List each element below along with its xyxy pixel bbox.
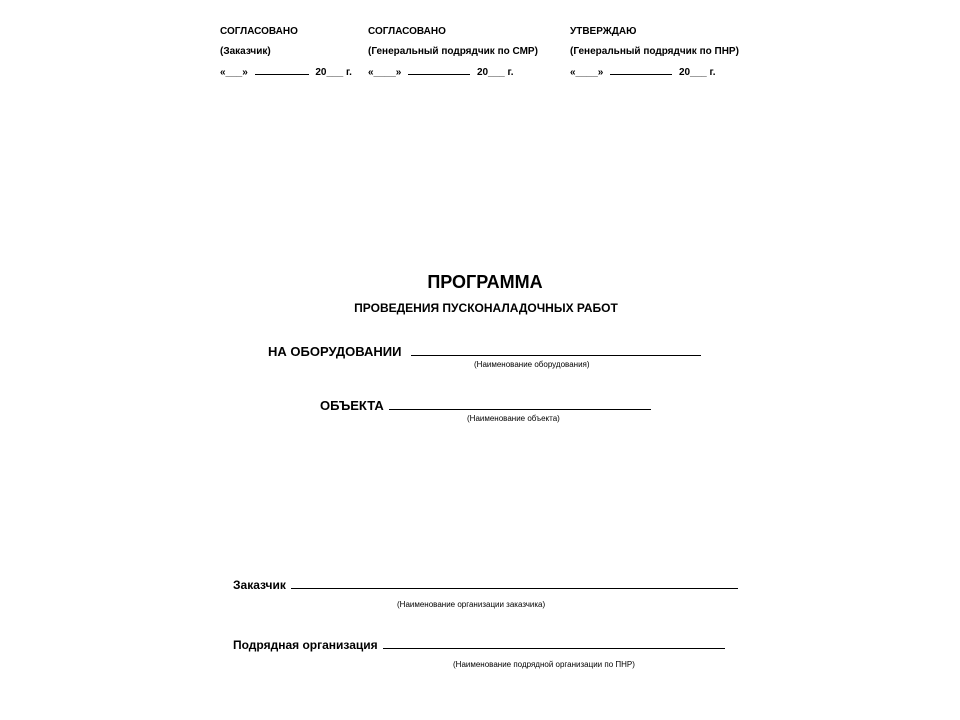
- date-month-line: [408, 74, 470, 75]
- customer-field: [233, 578, 738, 592]
- approval-heading-pnr: УТВЕРЖДАЮ: [570, 26, 637, 37]
- approval-date-smr: [368, 67, 513, 78]
- customer-label: Заказчик: [233, 578, 286, 592]
- approval-heading-smr: СОГЛАСОВАНО: [368, 26, 446, 37]
- date-year: 20___ г.: [476, 67, 514, 78]
- approval-date-pnr: [570, 67, 715, 78]
- approval-party-smr: (Генеральный подрядчик по СМР): [368, 46, 538, 57]
- date-month-line: [610, 74, 672, 75]
- customer-line: [291, 588, 738, 589]
- equipment-label: НА ОБОРУДОВАНИИ: [268, 344, 402, 359]
- equipment-field: [268, 344, 701, 359]
- object-line: [389, 409, 651, 410]
- document-subtitle: ПРОВЕДЕНИЯ ПУСКОНАЛАДОЧНЫХ РАБОТ: [354, 301, 618, 315]
- approval-party-customer: (Заказчик): [220, 46, 271, 57]
- approval-date-customer: [220, 67, 352, 78]
- object-label: ОБЪЕКТА: [320, 398, 384, 413]
- date-year: 20___ г.: [315, 67, 352, 78]
- object-field: [320, 398, 651, 413]
- approval-heading-customer: СОГЛАСОВАНО: [220, 26, 298, 37]
- object-caption: (Наименование объекта): [467, 414, 560, 423]
- date-day-blank: «___»: [220, 67, 248, 78]
- customer-caption: (Наименование организации заказчика): [397, 600, 546, 609]
- contractor-caption: (Наименование подрядной организации по ПНР): [453, 660, 635, 669]
- date-year: 20___ г.: [678, 67, 716, 78]
- equipment-line: [411, 355, 701, 356]
- date-month-line: [255, 74, 309, 75]
- equipment-caption: (Наименование оборудования): [474, 360, 590, 369]
- contractor-line: [383, 648, 725, 649]
- date-day-blank: «____»: [368, 67, 402, 78]
- contractor-field: [233, 638, 725, 652]
- approval-party-pnr: (Генеральный подрядчик по ПНР): [570, 46, 739, 57]
- document-title: ПРОГРАММА: [427, 272, 543, 292]
- date-day-blank: «____»: [570, 67, 604, 78]
- contractor-label: Подрядная организация: [233, 638, 378, 652]
